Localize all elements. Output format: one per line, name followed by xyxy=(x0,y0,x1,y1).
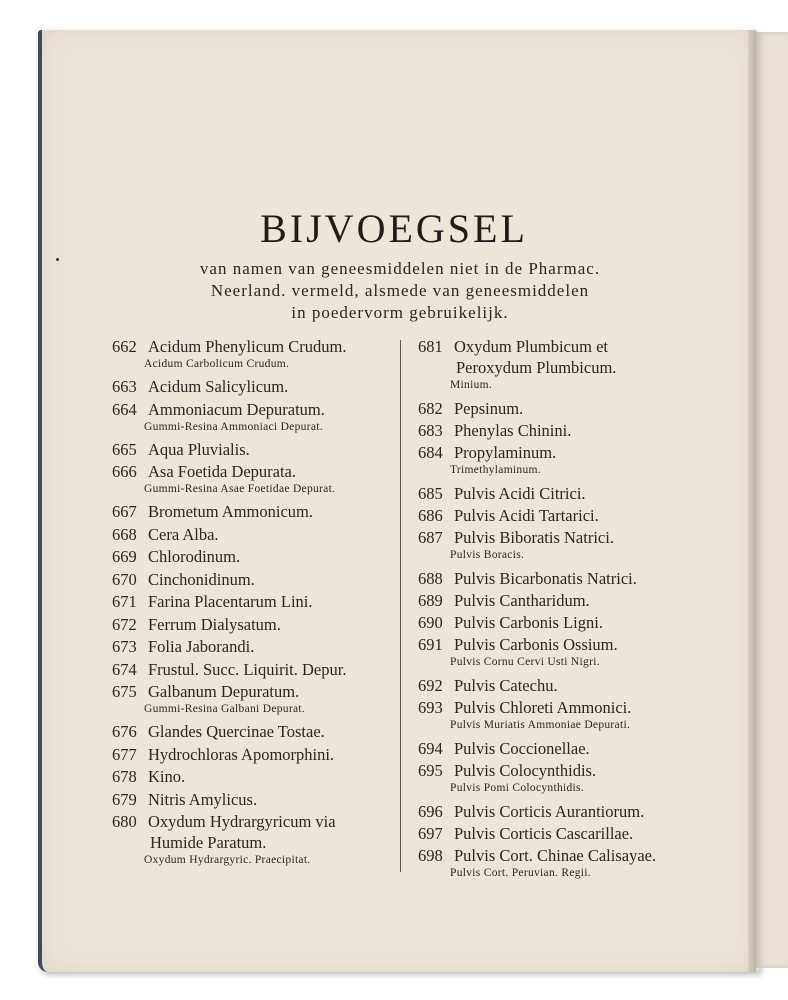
list-item xyxy=(112,789,394,810)
entry-name-text: Hydrochloras Apomorphini. xyxy=(148,744,335,764)
subtitle-line-1: van namen van geneesmiddelen niet in de Pharmac. xyxy=(199,259,601,278)
entry-name-text: Galbanum Depuratum. xyxy=(148,682,300,701)
entry-name-text: Pulvis Coccionellae. xyxy=(454,739,590,758)
entry-name xyxy=(112,681,394,702)
list-item xyxy=(112,744,394,765)
list-item xyxy=(112,546,394,567)
entry-synonym: Gummi-Resina Galbani Depurat. xyxy=(144,703,306,715)
entry-name-text: Pulvis Chloreti Ammonici. xyxy=(454,698,632,717)
right-column xyxy=(418,336,718,886)
list-item xyxy=(112,636,394,657)
entry-name xyxy=(112,636,394,657)
entry-name-text: Pulvis Bicarbonatis Natrici. xyxy=(454,569,637,588)
page-gutter xyxy=(748,30,756,972)
entry-name-text: Frustul. Succ. Liquirit. Depur. xyxy=(148,659,347,679)
entry-name xyxy=(112,439,394,460)
list-item xyxy=(418,823,718,844)
entry-number: 674 xyxy=(112,659,137,679)
entry-synonym: Pulvis Cornu Cervi Usti Nigri. xyxy=(450,656,600,668)
entry-name xyxy=(418,483,718,504)
entry-name xyxy=(418,697,718,718)
entry-name-text: Pulvis Corticis Cascarillae. xyxy=(454,824,634,843)
list-item xyxy=(418,738,718,759)
entry-name-text: Folia Jaborandi. xyxy=(148,637,255,656)
entry-number: 684 xyxy=(418,443,443,462)
entry-name xyxy=(112,789,394,810)
entry-name-text: Pulvis Corticis Aurantiorum. xyxy=(454,802,645,821)
entry-name xyxy=(418,760,718,781)
entry-number: 694 xyxy=(418,739,443,758)
entry-number: 693 xyxy=(418,698,443,717)
entry-name-text: Pulvis Cantharidum. xyxy=(454,591,590,610)
list-item xyxy=(112,336,394,371)
entry-synonym: Gummi-Resina Ammoniaci Depurat. xyxy=(144,420,323,433)
entry-synonym: Acidum Carbolicum Crudum. xyxy=(144,358,290,370)
entry-number: 695 xyxy=(418,761,443,780)
list-item xyxy=(418,483,718,504)
list-item xyxy=(112,766,394,787)
list-item xyxy=(112,681,394,716)
entry-name xyxy=(418,845,718,866)
entry-name-text: Pulvis Biboratis Natrici. xyxy=(454,528,614,547)
entry-name xyxy=(418,675,718,696)
list-item xyxy=(418,697,718,732)
list-item xyxy=(418,336,718,392)
entry-name-text: Acidum Phenylicum Crudum. xyxy=(148,337,347,356)
entry-number: 681 xyxy=(418,337,443,356)
entry-synonym: Gummi-Resina Asae Foetidae Depurat. xyxy=(144,483,336,495)
entry-name-text: Propylaminum. xyxy=(454,443,557,462)
list-item xyxy=(418,590,718,611)
list-item xyxy=(112,461,394,496)
entry-name xyxy=(418,505,718,526)
entry-name xyxy=(112,501,394,522)
entry-number: 670 xyxy=(112,569,137,589)
entry-name xyxy=(418,442,718,463)
entry-synonym: Minium. xyxy=(450,379,493,391)
entry-synonym: Pulvis Boracis. xyxy=(450,549,525,561)
entry-name xyxy=(112,336,394,357)
entry-synonym: Pulvis Cort. Peruvian. Regii. xyxy=(450,867,591,879)
entry-number: 692 xyxy=(418,676,443,695)
entry-number: 671 xyxy=(112,592,137,611)
list-item xyxy=(112,659,394,680)
entry-number: 672 xyxy=(112,614,137,634)
entry-name xyxy=(112,766,394,787)
list-item xyxy=(418,568,718,589)
list-item xyxy=(112,811,394,867)
entry-name xyxy=(418,738,718,759)
entry-name xyxy=(418,634,718,655)
entry-name-text: Kino. xyxy=(148,767,186,786)
list-item xyxy=(112,524,394,545)
entry-number: 677 xyxy=(112,744,137,764)
page-subtitle xyxy=(110,258,690,324)
column-divider xyxy=(400,340,401,872)
entry-number: 687 xyxy=(418,528,443,547)
entry-synonym: Oxydum Hydrargyric. Praecipitat. xyxy=(144,854,311,866)
list-item xyxy=(112,399,394,434)
entry-name xyxy=(112,659,394,680)
entry-name-text: Pulvis Carbonis Ligni. xyxy=(454,613,603,632)
entry-name xyxy=(418,568,718,589)
list-item xyxy=(112,591,394,612)
entry-name xyxy=(112,546,394,567)
entry-number: 685 xyxy=(418,484,443,503)
subtitle-line-2: Neerland. vermeld, alsmede van geneesmiddelen xyxy=(210,281,590,300)
entry-name xyxy=(112,461,394,482)
list-item xyxy=(418,675,718,696)
entry-number: 689 xyxy=(418,591,443,610)
entry-number: 662 xyxy=(112,337,137,356)
entry-number: 667 xyxy=(112,502,137,521)
list-item xyxy=(112,439,394,460)
left-column xyxy=(112,336,394,872)
entry-name-text: Cera Alba. xyxy=(148,524,219,544)
entry-number: 697 xyxy=(418,824,443,843)
entry-name-text: Brometum Ammonicum. xyxy=(148,502,313,521)
entry-number: 696 xyxy=(418,802,443,821)
entry-number: 675 xyxy=(112,682,137,701)
list-item xyxy=(418,398,718,419)
entry-name xyxy=(112,399,394,420)
list-item xyxy=(418,845,718,880)
entry-name-text: Pulvis Cort. Chinae Calisayae. xyxy=(454,846,657,865)
entry-name-text: Glandes Quercinae Tostae. xyxy=(148,722,325,741)
entry-name xyxy=(418,801,718,822)
entry-name-text: Oxydum Plumbicum et xyxy=(454,337,608,356)
entry-name xyxy=(112,591,394,612)
entry-name xyxy=(418,527,718,548)
entry-name xyxy=(112,721,394,742)
entry-number: 678 xyxy=(112,767,137,786)
entry-number: 666 xyxy=(112,462,137,481)
entry-name-text: Pulvis Acidi Citrici. xyxy=(454,484,586,503)
list-item xyxy=(418,760,718,795)
entry-number: 668 xyxy=(112,524,137,544)
entry-name xyxy=(112,614,394,635)
list-item xyxy=(112,614,394,635)
entry-name-text: Ferrum Dialysatum. xyxy=(148,614,281,634)
entry-number: 673 xyxy=(112,637,137,656)
list-item xyxy=(112,569,394,590)
entry-name-text: Pulvis Carbonis Ossium. xyxy=(454,635,618,654)
entry-name-text: Pulvis Acidi Tartarici. xyxy=(454,506,599,525)
entry-number: 688 xyxy=(418,569,443,588)
list-item xyxy=(112,376,394,397)
entry-synonym: Pulvis Muriatis Ammoniae Depurati. xyxy=(450,719,631,731)
entry-number: 698 xyxy=(418,846,443,865)
entry-number: 682 xyxy=(418,399,443,418)
entry-name xyxy=(112,524,394,545)
list-item xyxy=(418,442,718,477)
page-title: BIJVOEGSEL xyxy=(260,206,528,251)
list-item xyxy=(112,501,394,522)
entry-name-text: Chlorodinum. xyxy=(148,547,241,566)
entry-name-text: Asa Foetida Depurata. xyxy=(148,462,296,481)
entry-name-text: Nitris Amylicus. xyxy=(148,789,258,809)
subtitle-line-3: in poedervorm gebruikelijk. xyxy=(291,303,509,322)
entry-name xyxy=(418,590,718,611)
entry-number: 663 xyxy=(112,377,137,396)
entry-number: 665 xyxy=(112,439,137,459)
entry-number: 664 xyxy=(112,399,137,419)
entry-name-continuation: Peroxydum Plumbicum. xyxy=(456,358,617,377)
entry-number: 679 xyxy=(112,789,137,809)
entry-synonym: Trimethylaminum. xyxy=(450,464,541,476)
entry-name-text: Oxydum Hydrargyricum via xyxy=(148,812,336,831)
entry-name xyxy=(418,398,718,419)
entry-name-text: Aqua Pluvialis. xyxy=(148,439,250,459)
list-item xyxy=(418,612,718,633)
entry-synonym: Pulvis Pomi Colocynthidis. xyxy=(450,782,585,794)
list-item xyxy=(418,634,718,669)
list-item xyxy=(112,721,394,742)
entry-name-text: Cinchonidinum. xyxy=(148,569,255,589)
entry-name-text: Acidum Salicylicum. xyxy=(148,377,289,396)
entry-name xyxy=(418,336,718,357)
entry-name-text: Phenylas Chinini. xyxy=(454,421,572,440)
list-item xyxy=(418,505,718,526)
entry-name xyxy=(418,612,718,633)
entry-number: 691 xyxy=(418,635,443,654)
entry-name xyxy=(112,569,394,590)
entry-name xyxy=(418,420,718,441)
entry-name xyxy=(112,376,394,397)
entry-name xyxy=(418,823,718,844)
entry-number: 683 xyxy=(418,421,443,440)
entry-name-continuation: Humide Paratum. xyxy=(150,833,267,852)
entry-number: 676 xyxy=(112,722,137,741)
entry-number: 686 xyxy=(418,506,443,525)
entry-name-text: Pulvis Colocynthidis. xyxy=(454,761,597,780)
entry-name-text: Farina Placentarum Lini. xyxy=(148,592,313,611)
list-item xyxy=(418,420,718,441)
entry-name-text: Pulvis Catechu. xyxy=(454,676,558,695)
entry-name xyxy=(112,811,394,832)
ink-speck xyxy=(56,258,59,261)
entry-number: 690 xyxy=(418,613,443,632)
entry-name-text: Ammoniacum Depuratum. xyxy=(148,399,325,419)
entry-number: 669 xyxy=(112,547,137,566)
list-item xyxy=(418,527,718,562)
entry-number: 680 xyxy=(112,812,137,831)
list-item xyxy=(418,801,718,822)
entry-name-text: Pepsinum. xyxy=(454,399,524,418)
entry-name xyxy=(112,744,394,765)
next-page-edge xyxy=(756,32,788,968)
